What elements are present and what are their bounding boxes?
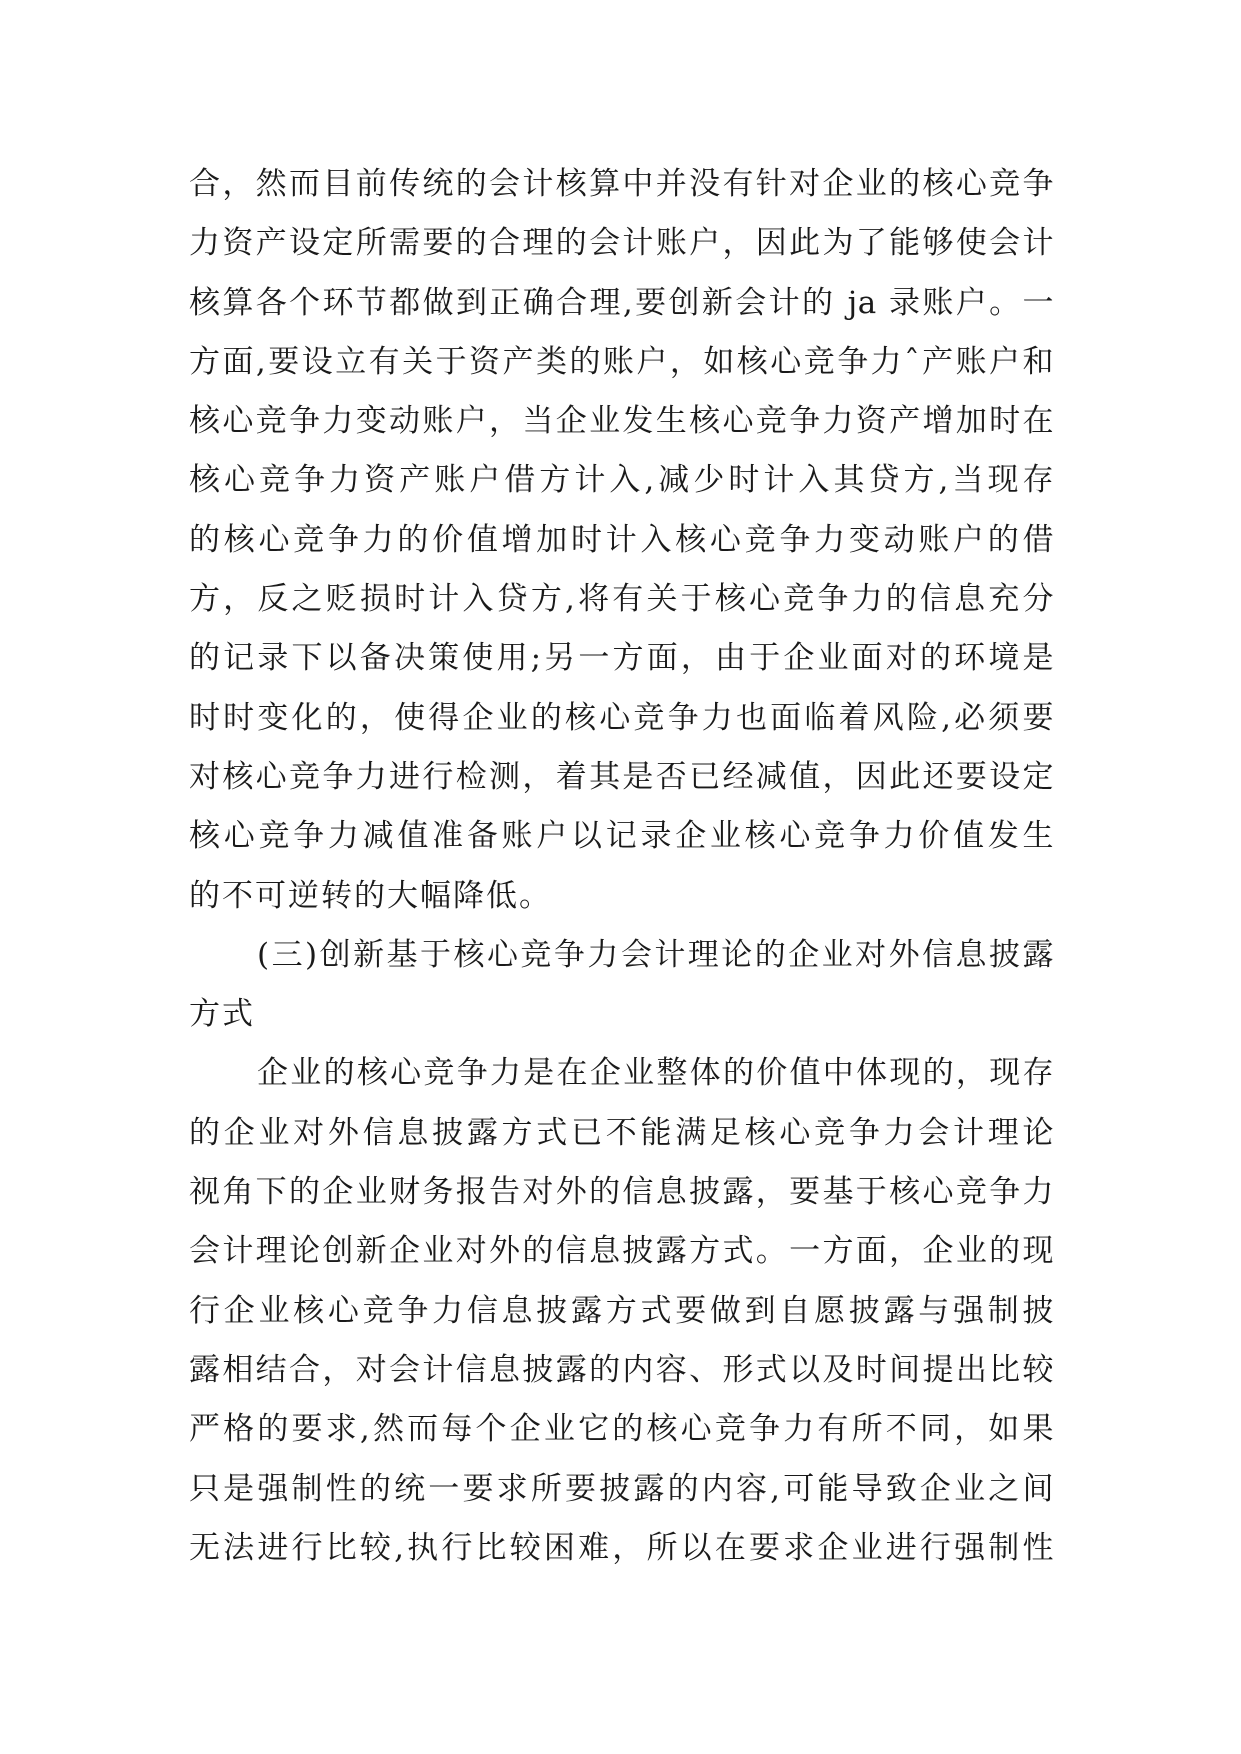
text-line: 行企业核心竞争力信息披露方式要做到自愿披露与强制披	[189, 1292, 1054, 1329]
text-line: 露相结合，对会计信息披露的内容、形式以及时间提出比较	[189, 1351, 1054, 1388]
text-line: 力资产设定所需要的合理的会计账户，因此为了能够使会计	[189, 225, 1054, 262]
paragraph-disclosure	[189, 1044, 1054, 1578]
text-line: 无法进行比较,执行比较困难，所以在要求企业进行强制性	[189, 1529, 1054, 1566]
text-line: 的核心竞争力的价值增加时计入核心竞争力变动账户的借	[189, 521, 1054, 558]
text-line: 的不可逆转的大幅降低。	[189, 877, 552, 914]
text-line: 的企业对外信息披露方式已不能满足核心竞争力会计理论	[189, 1114, 1054, 1151]
text-line: 核心竞争力减值准备账户以记录企业核心竞争力价值发生	[189, 818, 1054, 855]
text-line: 会计理论创新企业对外的信息披露方式。一方面，企业的现	[189, 1233, 1054, 1270]
text-line: 企业的核心竞争力是在企业整体的价值中体现的，现存	[257, 1055, 1054, 1092]
text-line: 方，反之贬损时计入贷方,将有关于核心竞争力的信息充分	[189, 581, 1054, 618]
text-line: 核心竞争力变动账户，当企业发生核心竞争力资产增加时在	[189, 403, 1054, 440]
text-line: 核心竞争力资产账户借方计入,减少时计入其贷方,当现存	[189, 462, 1054, 499]
text-line: 方面,要设立有关于资产类的账户，如核心竞争力ˆ产账户和	[189, 343, 1054, 380]
text-line: 对核心竞争力进行检测，着其是否已经减值，因此还要设定	[189, 758, 1054, 795]
text-line: 时时变化的，使得企业的核心竞争力也面临着风险,必须要	[189, 699, 1054, 736]
text-line: 合，然而目前传统的会计核算中并没有针对企业的核心竞争	[189, 166, 1054, 202]
text-line: 只是强制性的统一要求所要披露的内容,可能导致企业之间	[189, 1470, 1054, 1507]
heading-line: (三)创新基于核心竞争力会计理论的企业对外信息披露	[257, 936, 1054, 973]
text-line: 核算各个环节都做到正确合理,要创新会计的 ja 录账户。一	[189, 284, 1054, 321]
text-line: 严格的要求,然而每个企业它的核心竞争力有所不同，如果	[189, 1411, 1054, 1448]
paragraph-accounts	[189, 155, 1054, 926]
heading-line: 方式	[189, 996, 255, 1033]
text-line: 视角下的企业财务报告对外的信息披露，要基于核心竞争力	[189, 1174, 1054, 1211]
text-line: 的记录下以备决策使用;另一方面，由于企业面对的环境是	[189, 640, 1054, 677]
section-heading	[189, 926, 1054, 1045]
body-text	[189, 155, 1054, 1578]
